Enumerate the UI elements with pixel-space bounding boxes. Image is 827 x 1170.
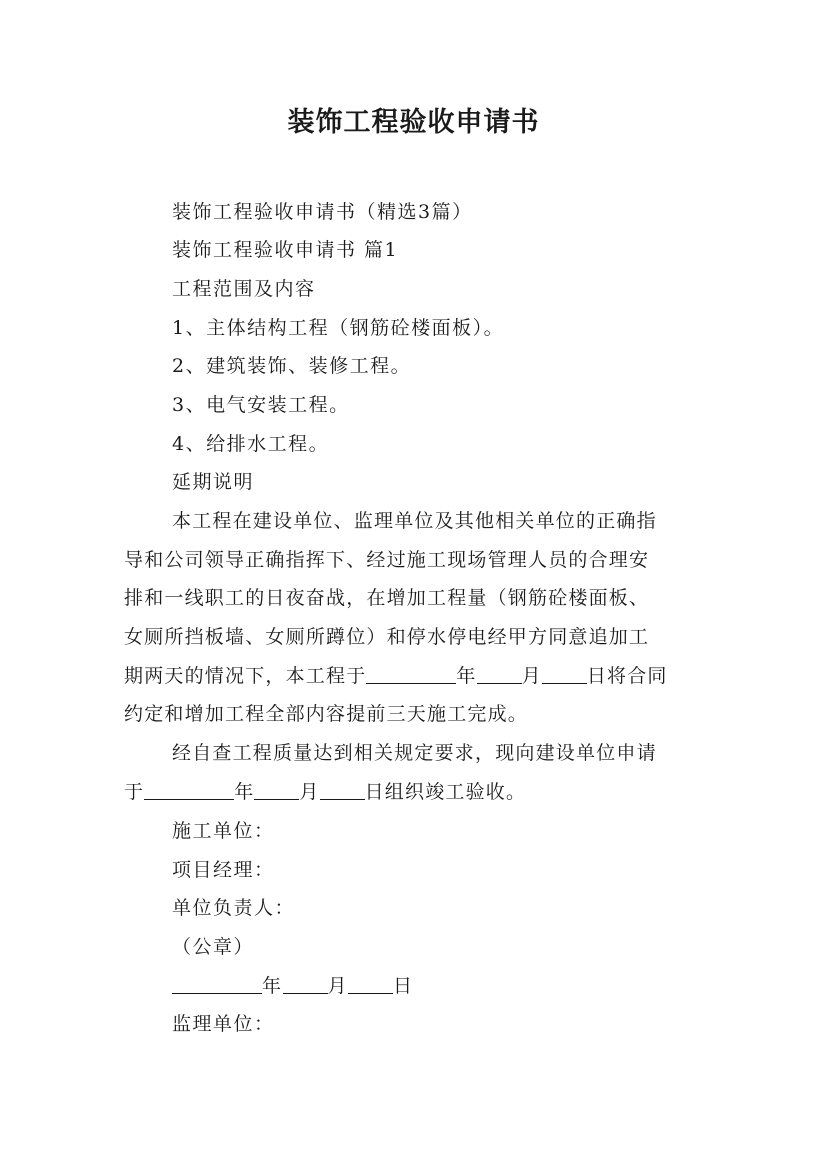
scope-item: 3、电气安装工程。 <box>172 394 350 416</box>
month-blank <box>254 779 299 800</box>
document-title: 装饰工程验收申请书 <box>287 107 540 138</box>
date-line-prefix: 期两天的情况下，本工程于 <box>124 665 367 687</box>
month-blank <box>477 663 522 684</box>
project-manager-label: 项目经理： <box>172 859 275 881</box>
paragraph2-date-line <box>124 778 526 806</box>
paragraph1-line: 本工程在建设单位、监理单位及其他相关单位的正确指 <box>172 510 657 532</box>
document-subtitle: 装饰工程验收申请书（精选3篇） <box>172 201 473 223</box>
year-label: 年 <box>262 975 283 997</box>
section-heading: 装饰工程验收申请书 篇1 <box>172 239 399 261</box>
scope-item: 1、主体结构工程（钢筋砼楼面板）。 <box>172 317 505 339</box>
contractor-label: 施工单位： <box>172 820 275 842</box>
month-label: 月 <box>521 665 542 687</box>
unit-leader-label: 单位负责人： <box>172 897 296 919</box>
paragraph1-line: 导和公司领导正确指挥下、经过施工现场管理人员的合理安 <box>124 549 650 571</box>
day-blank <box>542 663 587 684</box>
month-label: 月 <box>327 975 349 997</box>
paragraph1-line: 排和一线职工的日夜奋战，在增加工程量（钢筋砼楼面板、 <box>124 587 650 609</box>
paragraph1-date-line <box>124 662 668 690</box>
day-blank <box>348 973 393 994</box>
year-blank <box>366 663 456 684</box>
date-line-suffix: 日将合同 <box>586 665 668 687</box>
paragraph1-line: 女厕所挡板墙、女厕所蹲位）和停水停电经甲方同意追加工 <box>124 626 650 648</box>
paragraph1-line: 约定和增加工程全部内容提前三天施工完成。 <box>124 703 529 725</box>
signature-date-line <box>172 972 414 1000</box>
year-blank <box>144 779 234 800</box>
year-label: 年 <box>234 781 255 803</box>
scope-item: 4、给排水工程。 <box>172 433 330 455</box>
seal-label: （公章） <box>172 936 255 958</box>
delay-heading: 延期说明 <box>172 471 255 493</box>
day-blank <box>320 779 365 800</box>
month-label: 月 <box>299 781 320 803</box>
date-line-prefix: 于 <box>124 781 145 803</box>
supervisor-label: 监理单位： <box>172 1013 275 1035</box>
scope-heading: 工程范围及内容 <box>172 278 316 300</box>
month-blank <box>283 973 328 994</box>
date-line-suffix: 日组织竣工验收。 <box>364 781 527 803</box>
year-blank <box>172 973 262 994</box>
day-label: 日 <box>393 975 414 997</box>
paragraph2-line: 经自查工程质量达到相关规定要求，现向建设单位申请 <box>172 742 657 764</box>
year-label: 年 <box>456 665 477 687</box>
scope-item: 2、建筑装饰、装修工程。 <box>172 355 412 377</box>
